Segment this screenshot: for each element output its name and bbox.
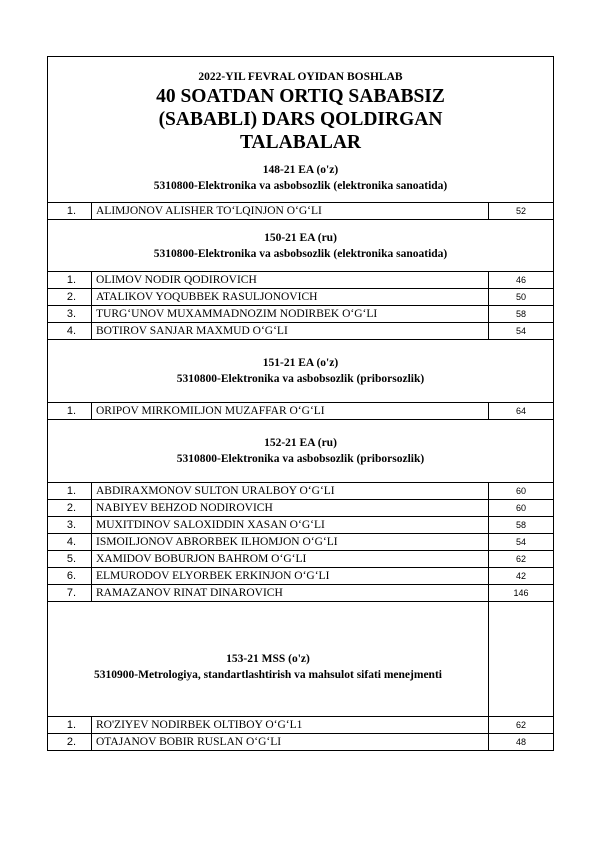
student-name: XAMIDOV BOBURJON BAHROM O‘G‘LI (92, 551, 489, 568)
table-row (48, 717, 554, 734)
header-title-line-3: TALABALAR (240, 132, 361, 153)
student-name: ALIMJONOV ALISHER TO‘LQINJON O‘G‘LI (92, 203, 489, 220)
row-number: 6. (48, 568, 92, 585)
table-row (48, 403, 554, 420)
table-row (48, 203, 554, 220)
absence-hours: 58 (489, 306, 554, 323)
absence-hours: 58 (489, 517, 554, 534)
student-name: ATALIKOV YOQUBBEK RASULJONOVICH (92, 289, 489, 306)
document-header (48, 57, 554, 203)
student-name: NABIYEV BEHZOD NODIROVICH (92, 500, 489, 517)
row-number: 4. (48, 534, 92, 551)
row-number: 2. (48, 289, 92, 306)
table-row (48, 517, 554, 534)
group-specialty: 5310800-Elektronika va asbobsozlik (priborsozlik) (176, 373, 425, 385)
absence-hours: 60 (489, 483, 554, 500)
student-name: TURG‘UNOV MUXAMMADNOZIM NODIRBEK O‘G‘LI (92, 306, 489, 323)
row-number: 1. (48, 483, 92, 500)
student-name: MUXITDINOV SALOXIDDIN XASAN O‘G‘LI (92, 517, 489, 534)
group-header (48, 220, 554, 272)
row-number: 3. (48, 517, 92, 534)
student-name: ISMOILJONOV ABRORBEK ILHOMJON O‘G‘LI (92, 534, 489, 551)
group-header (48, 420, 554, 483)
group-specialty: 5310900-Metrologiya, standartlashtirish va mahsulot sifati menejmenti (94, 669, 442, 681)
absence-hours: 42 (489, 568, 554, 585)
row-number: 4. (48, 323, 92, 340)
absence-hours: 54 (489, 534, 554, 551)
absence-hours: 52 (489, 203, 554, 220)
absence-hours: 146 (489, 585, 554, 602)
row-number: 1. (48, 403, 92, 420)
student-name: ELMURODOV ELYORBEK ERKINJON O‘G‘LI (92, 568, 489, 585)
absence-hours: 64 (489, 403, 554, 420)
table-row (48, 568, 554, 585)
student-name: ABDIRAXMONOV SULTON URALBOY O‘G‘LI (92, 483, 489, 500)
group-header (48, 602, 489, 717)
group-specialty: 5310800-Elektronika va asbobsozlik (elektronika sanoatida) (153, 247, 448, 260)
row-number: 3. (48, 306, 92, 323)
header-title-line-1: 40 SOATDAN ORTIQ SABABSIZ (156, 86, 445, 107)
student-name: OLIMOV NODIR QODIROVICH (92, 272, 489, 289)
absence-hours: 62 (489, 717, 554, 734)
row-number: 7. (48, 585, 92, 602)
group-header (48, 340, 554, 403)
table-row (48, 551, 554, 568)
table-row (48, 534, 554, 551)
group-code: 150-21 EA (ru) (264, 231, 337, 244)
absence-hours: 60 (489, 500, 554, 517)
absence-hours: 48 (489, 734, 554, 751)
table-row (48, 483, 554, 500)
empty-cell (489, 602, 554, 717)
table-row (48, 323, 554, 340)
group-specialty: 5310800-Elektronika va asbobsozlik (priborsozlik) (176, 453, 425, 465)
student-name: RO'ZIYEV NODIRBEK OLTIBOY O‘G‘L1 (92, 717, 489, 734)
students-absence-table (47, 56, 554, 751)
absence-hours: 62 (489, 551, 554, 568)
row-number: 1. (48, 203, 92, 220)
group-code: 148-21 EA (o'z) (262, 164, 339, 176)
row-number: 1. (48, 272, 92, 289)
table-row (48, 585, 554, 602)
header-title-line-2: (SABABLI) DARS QOLDIRGAN (158, 109, 443, 130)
absence-hours: 46 (489, 272, 554, 289)
row-number: 2. (48, 500, 92, 517)
absence-hours: 50 (489, 289, 554, 306)
header-subtitle: 2022-YIL FEVRAL OYIDAN BOSHLAB (198, 71, 403, 83)
student-name: BOTIROV SANJAR MAXMUD O‘G‘LI (92, 323, 489, 340)
row-number: 1. (48, 717, 92, 734)
row-number: 2. (48, 734, 92, 751)
table-row (48, 734, 554, 751)
student-name: ORIPOV MIRKOMILJON MUZAFFAR O‘G‘LI (92, 403, 489, 420)
table-row (48, 289, 554, 306)
table-row (48, 272, 554, 289)
table-row (48, 306, 554, 323)
row-number: 5. (48, 551, 92, 568)
student-name: OTAJANOV BOBIR RUSLAN O‘G‘LI (92, 734, 489, 751)
student-name: RAMAZANOV RINAT DINAROVICH (92, 585, 489, 602)
group-code: 152-21 EA (ru) (264, 437, 337, 449)
group-code: 151-21 EA (o'z) (262, 357, 339, 369)
group-code: 153-21 MSS (o'z) (226, 653, 310, 665)
absence-hours: 54 (489, 323, 554, 340)
table-row (48, 500, 554, 517)
group-specialty: 5310800-Elektronika va asbobsozlik (elektronika sanoatida) (153, 180, 448, 192)
